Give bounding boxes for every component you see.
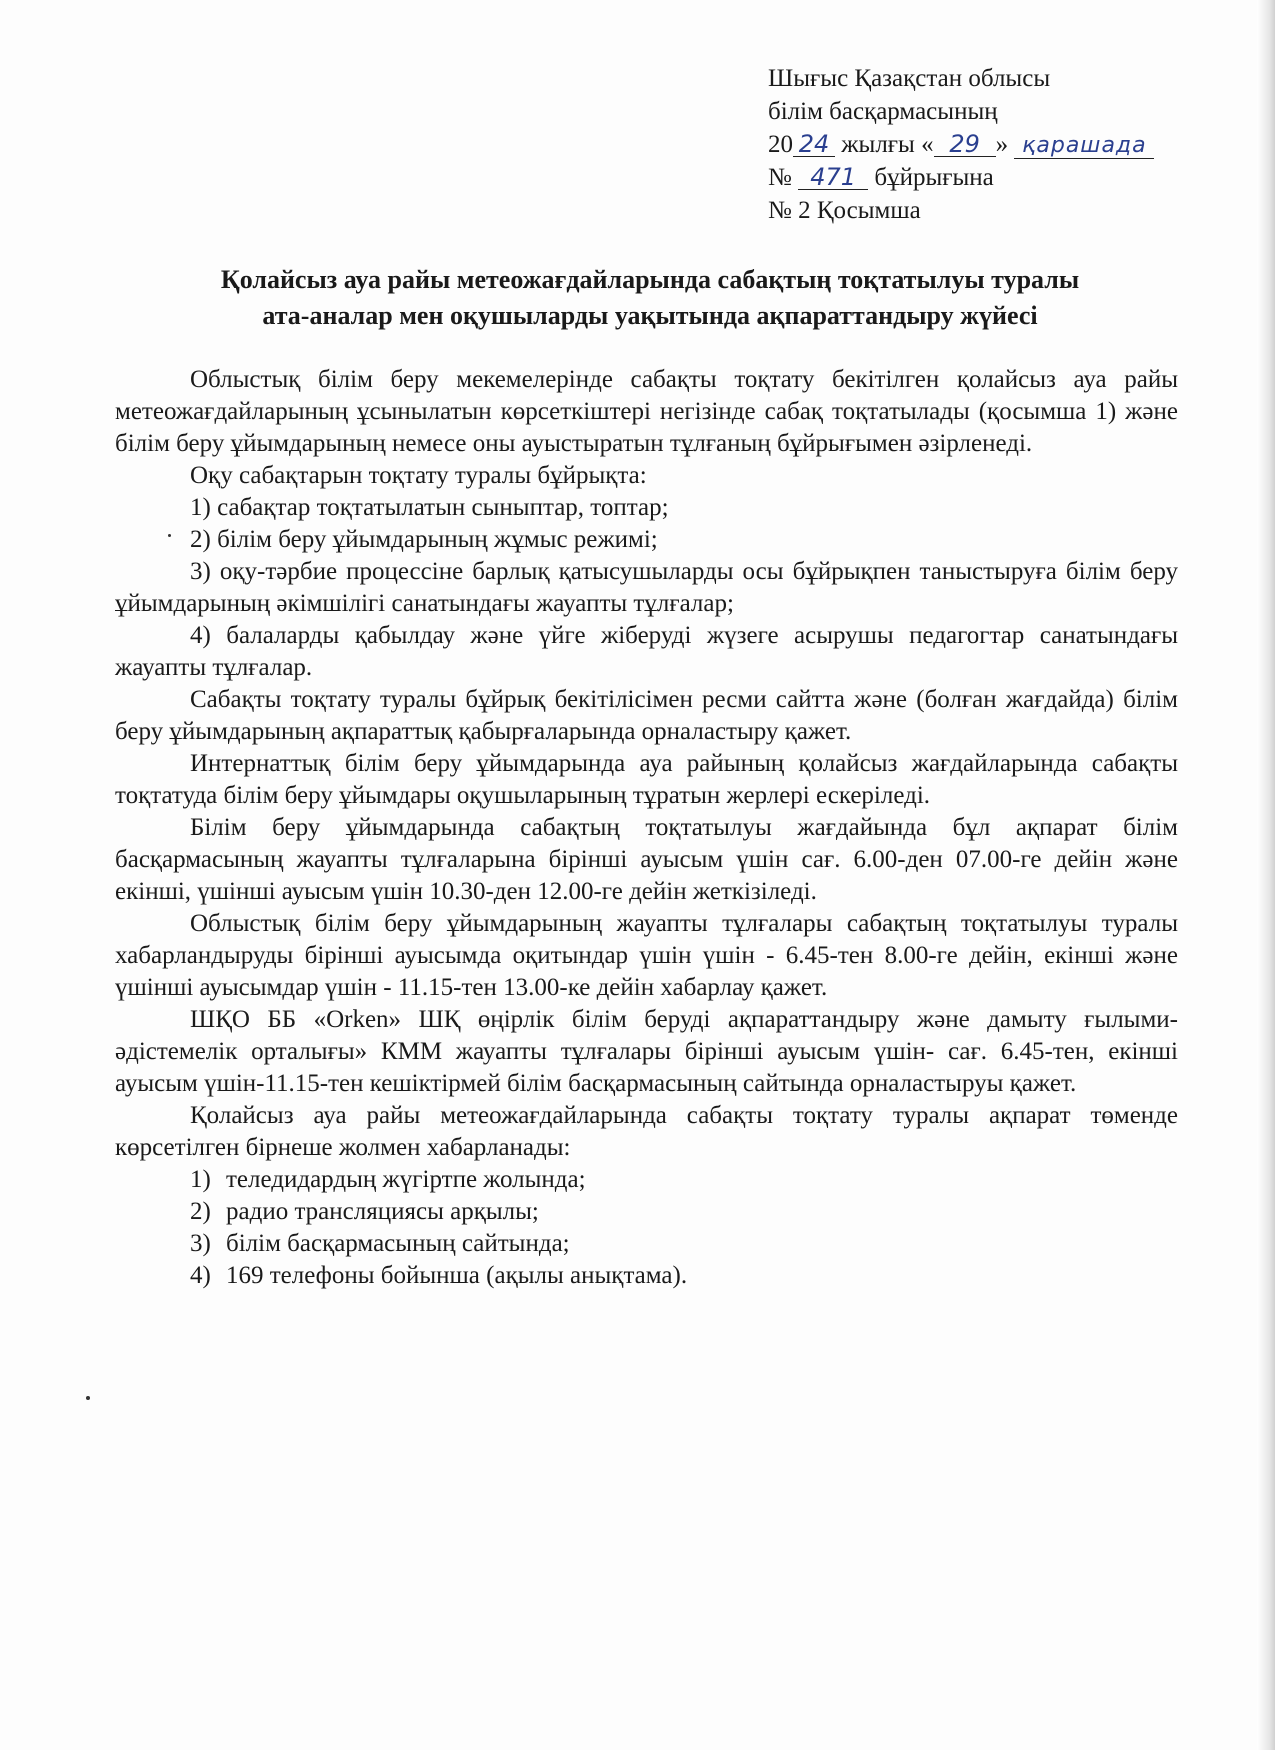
header-region: Шығыс Қазақстан облысы — [768, 65, 1051, 92]
paragraph: Облыстық білім беру ұйымдарының жауапты тұлғалары сабақтың тоқтатылуы туралы хабарландыруды бірінші ауысымда оқитындар үшін үшін - 6.45-тен 8.00-ге дейін, екінші және үшінші ауысымдар үшін - 11.15-тен 13.00-ке дейін хабарлау қажет. — [115, 910, 1178, 1001]
list-item-text: теледидардың жүгіртпе жолында; — [226, 1166, 586, 1193]
list-item-text: 169 телефоны бойынша (ақылы анықтама). — [226, 1262, 688, 1289]
list-item-number: 2) — [190, 1198, 211, 1225]
list-item-number: 4) — [190, 1262, 211, 1289]
handwritten-month: қарашада — [1014, 134, 1154, 159]
scan-speck — [168, 534, 171, 537]
list-item — [115, 1260, 1178, 1292]
day-close: » — [995, 131, 1009, 158]
document-body — [115, 364, 1178, 1292]
handwritten-year: 24 — [793, 132, 835, 157]
list-item — [115, 1196, 1178, 1228]
year-suffix: жылғы « — [835, 131, 934, 158]
list-item: 1) сабақтар тоқтатылатын сыныптар, топтар; — [190, 494, 669, 521]
list-item — [115, 1228, 1178, 1260]
paragraph: Облыстық білім беру мекемелерінде сабақты тоқтату бекітілген қолайсыз ауа райы метеожағдайларының ұсынылатын көрсеткіштері негізінде сабақ тоқтатылады (қосымша 1) және білім беру ұйымдарының немесе оны ауыстыратын тұлғаның бұйрығымен әзірленеді. — [115, 366, 1178, 457]
list-item-text: білім басқармасының сайтында; — [226, 1230, 570, 1257]
list-item-number: 3) — [190, 1230, 211, 1257]
scan-speck — [86, 1396, 90, 1400]
appendix-header — [768, 62, 1208, 227]
header-appendix-number: № 2 Қосымша — [768, 197, 921, 224]
paragraph: Білім беру ұйымдарында сабақтың тоқтатылуы жағдайында бұл ақпарат білім басқармасының жауапты тұлғаларына бірінші ауысым үшін сағ. 6.00-ден 07.00-ге дейін және екінші, үшінші ауысым үшін 10.30-ден 12.00-ге дейін жеткізіледі. — [115, 814, 1178, 905]
header-date — [768, 128, 1208, 161]
title-line-1: Қолайсыз ауа райы метеожағдайларында сабақтың тоқтатылуы туралы — [220, 265, 1080, 294]
paragraph: Сабақты тоқтату туралы бұйрық бекітілісімен ресми сайтта және (болған жағдайда) білім беру ұйымдарының ақпараттық қабырғаларында орналастыру қажет. — [115, 686, 1178, 745]
list-item: 3) оқу-тәрбие процессіне барлық қатысушыларды осы бұйрықпен таныстыруға білім беру ұйымдарының әкімшілігі санатындағы жауапты тұлғалар; — [115, 558, 1178, 617]
num-suffix: бұйрығына — [868, 164, 994, 191]
year-prefix: 20 — [768, 131, 793, 158]
paragraph: ШҚО ББ «Orken» ШҚ өңірлік білім беруді ақпараттандыру және дамыту ғылыми-әдістемелік орталығы» КММ жауапты тұлғалары бірінші ауысым үшін- сағ. 6.45-тен, екінші ауысым үшін-11.15-тен кешіктірмей білім басқармасының сайтында орналастыруы қажет. — [115, 1006, 1178, 1097]
document-title — [110, 262, 1190, 334]
handwritten-day: 29 — [934, 132, 996, 157]
header-department: білім басқармасының — [768, 98, 998, 125]
paragraph: Қолайсыз ауа райы метеожағдайларында сабақты тоқтату туралы ақпарат төменде көрсетілген бірнеше жолмен хабарланады: — [115, 1102, 1178, 1161]
list-item-number: 1) — [190, 1166, 211, 1193]
title-line-2: ата-аналар мен оқушыларды уақытында ақпараттандыру жүйесі — [262, 301, 1038, 330]
paragraph: Интернаттық білім беру ұйымдарында ауа райының қолайсыз жағдайларында сабақты тоқтатуда білім беру ұйымдары оқушыларының тұратын жерлері ескеріледі. — [115, 750, 1178, 809]
list-item-text: радио трансляциясы арқылы; — [226, 1198, 539, 1225]
header-order-number — [768, 161, 1208, 194]
handwritten-order-number: 471 — [798, 165, 868, 190]
list-item — [115, 1164, 1178, 1196]
num-prefix: № — [768, 164, 799, 191]
list-item: 2) білім беру ұйымдарының жұмыс режимі; — [190, 526, 658, 553]
list-item: 4) балаларды қабылдау және үйге жіберуді жүзеге асырушы педагогтар санатындағы жауапты тұлғалар. — [115, 622, 1178, 681]
page-edge-shadow — [1257, 0, 1275, 1750]
paragraph: Оқу сабақтарын тоқтату туралы бұйрықта: — [190, 462, 647, 489]
